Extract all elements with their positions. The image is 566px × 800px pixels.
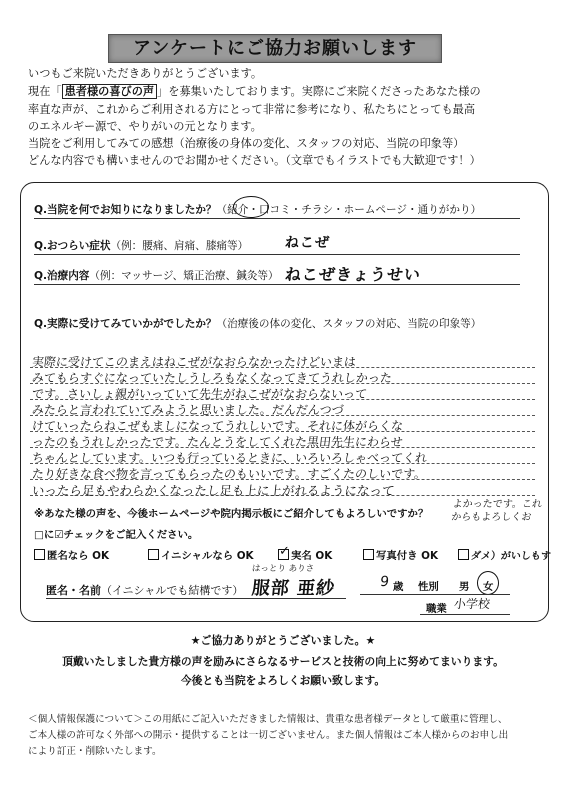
intro-line-3: 率直な声が、これからご利用される方にとって非常に参考になり、私たちにとっても最高 — [28, 103, 476, 116]
checkbox-photo[interactable] — [363, 549, 374, 560]
intro-line-4: のエネルギー源で、やりがいの元となります。 — [28, 120, 262, 133]
handwritten-line-1[interactable]: 実際に受けてこのまえはねこぜがなおらなかったけどいまは — [31, 355, 357, 369]
occupation-value[interactable]: 小学校 — [453, 597, 491, 611]
survey-title: アンケートにご協力お願いします — [108, 34, 442, 63]
option-anonymous-label: 匿名なら OK — [47, 550, 110, 562]
handwritten-side-note[interactable]: よかったです。これからもよろしくお — [450, 499, 543, 523]
closing-line-2: 今後とも当院をよろしくお願い致します。 — [180, 674, 386, 687]
option-initial[interactable] — [148, 547, 254, 562]
q3-sub: （例：マッサージ、矯正治療、鍼灸等） — [89, 270, 279, 282]
privacy-line-3: により訂正・削除いたします。 — [28, 746, 162, 757]
name-label-sub: （イニシャルでも結構です） — [101, 584, 244, 597]
thanks-text: ★ご協力ありがとうございました。★ — [190, 634, 376, 647]
handwritten-line-7[interactable]: ちゃんとしています。いつも行っているときに、いろいろしゃべってくれ — [31, 451, 428, 465]
gender-label: 性別 — [418, 581, 439, 593]
handwritten-line-3[interactable]: です。さいしょ親がいっていて先生がねこぜがなおらないって — [31, 387, 368, 401]
option-ng[interactable] — [458, 547, 551, 562]
handwritten-line-2[interactable]: みてもらすぐになっていたしうしろもなくなってきてうれしかった — [31, 371, 393, 385]
q2-label — [34, 238, 248, 253]
q4-sub: （治療後の体の変化、スタッフの対応、当院の印象等） — [216, 318, 482, 330]
intro-line-6: どんな内容でも構いませんのでお聞かせください。（文章でもイラストでも大歓迎です！） — [28, 154, 481, 167]
gender-female-circle — [477, 571, 499, 595]
q3-answer[interactable]: ねこぜきょうせい — [283, 265, 422, 284]
intro-line-2-pre: 現在「 — [28, 85, 62, 98]
option-ng-handwritten: ダメ）がいしもす — [470, 551, 552, 562]
age-value[interactable]: 9 — [379, 574, 390, 590]
option-real-name[interactable] — [278, 544, 333, 562]
handwritten-line-9[interactable]: いったら足もやわらかくなったし足も上に上がれるようになって — [31, 483, 396, 498]
q2-underline — [34, 254, 520, 255]
checkbox-anonymous[interactable] — [34, 549, 45, 560]
checkbox-initial[interactable] — [148, 549, 159, 560]
privacy-line-1: ＜個人情報保護について＞この用紙にご記入いただきました情報は、貴重な患者様データとして厳重に管理し、 — [28, 714, 508, 725]
privacy-line-2: ご本人様の許可なく外部への開示・提供することは一切ございません。また個人情報はご本人様からのお申し出 — [28, 730, 509, 741]
checkbox-ng[interactable] — [458, 549, 469, 560]
intro-highlight: 患者様の喜びの声 — [62, 84, 158, 99]
name-value[interactable]: 服部 亜紗 — [250, 578, 337, 599]
q3-underline — [34, 284, 520, 285]
intro-line-2 — [28, 84, 481, 100]
handwritten-line-8[interactable]: たり好きな食べ物を言ってもらったのもいいです。すごくたのしいです。 — [31, 467, 427, 481]
gender-female[interactable]: 女 — [483, 581, 494, 593]
name-underline — [46, 598, 346, 599]
gender-male[interactable]: 男 — [459, 581, 470, 593]
name-label — [46, 582, 243, 598]
name-label-text: 匿名・名前 — [46, 584, 101, 597]
checkbox-real-name[interactable] — [278, 544, 290, 560]
handwritten-line-5[interactable]: けていったらねこぜもましになってうれしいです。それに体がらくな — [31, 419, 404, 433]
option-photo-label: 写真付き OK — [376, 550, 439, 562]
q1-underline — [34, 218, 520, 219]
handwritten-line-4[interactable]: みたらと言われていてみようと思いました。だんだんつづ — [31, 403, 345, 417]
age-label: 歳 — [393, 581, 404, 593]
q3-label — [34, 268, 279, 283]
q1-circled-answer — [233, 196, 269, 218]
q2-sub: （例：腰痛、肩痛、膝痛等） — [110, 240, 249, 252]
consent-check-note: □に☑チェックをご記入ください。 — [34, 529, 199, 541]
name-furigana[interactable]: はっとり ありさ — [251, 564, 315, 574]
intro-line-2-post: 」を募集いたしております。実際にご来院くださったあなた様の — [157, 85, 481, 98]
q4-label — [34, 316, 481, 331]
option-anonymous[interactable] — [34, 547, 109, 562]
q1-text: Q.当院を何でお知りになりましたか？ — [34, 204, 217, 216]
option-real-name-label: 実名 OK — [291, 550, 333, 562]
option-photo[interactable] — [363, 547, 438, 562]
option-initial-label: イニシャルなら OK — [161, 550, 254, 562]
q2-text: Q.おつらい症状 — [34, 240, 111, 252]
occupation-underline — [420, 614, 510, 615]
occupation-label: 職業 — [426, 603, 447, 615]
check-mark-icon: ✓ — [279, 544, 290, 559]
intro-line-1: いつもご来院いただきありがとうございます。 — [28, 67, 263, 80]
handwritten-line-6[interactable]: ったのもうれしかったです。たんとうをしてくれた黒田先生にわらせ — [31, 435, 404, 449]
closing-line-1: 頂戴いたしました貴方様の声を励みにさらなるサービスと技術の向上に努めてまいります。 — [62, 655, 504, 668]
consent-question: ※あなた様の声を、今後ホームページや院内掲示板にご紹介してもよろしいですか？ — [34, 508, 429, 520]
intro-line-5: 当院をご利用してみての感想（治療後の身体の変化、スタッフの対応、当院の印象等） — [28, 137, 465, 150]
q2-answer[interactable]: ねこぜ — [284, 235, 331, 251]
q4-text: Q.実際に受けてみていかがでしたか？ — [34, 318, 217, 330]
q3-text: Q.治療内容 — [34, 270, 90, 282]
q1-options: （紹介・口コミ・チラシ・ホームページ・通りがかり） — [216, 204, 482, 216]
